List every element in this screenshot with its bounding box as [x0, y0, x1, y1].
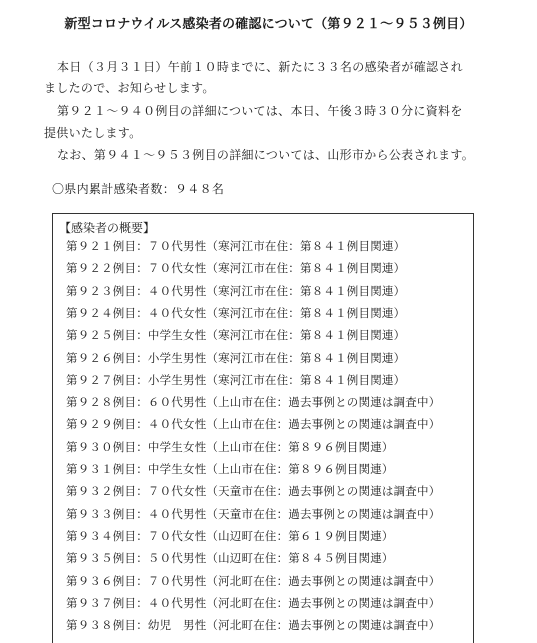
case-row: 第９２９例目：４０代女性（上山市在住：過去事例との関連は調査中） — [66, 417, 441, 432]
body-paragraph-3: なお、第９４１～９５３例目の詳細については、山形市から公表されます。 — [57, 148, 475, 162]
document-title: 新型コロナウイルス感染者の確認について（第９２１～９５３例目） — [64, 17, 473, 32]
body-paragraph-2-line-2: 提供いたします。 — [44, 126, 142, 140]
case-row: 第９３４例目：７０代女性（山辺町在住：第６１９例目関連） — [66, 528, 394, 543]
case-row: 第９３７例目：４０代男性（河北町在住：過去事例との関連は調査中） — [66, 595, 441, 610]
case-row: 第９２６例目：小学生男性（寒河江市在住：第８４１例目関連） — [66, 350, 406, 365]
body-paragraph-1-line-2: ましたので、お知らせします。 — [44, 81, 215, 95]
case-row: 第９３５例目：５０代男性（山辺町在住：第８４５例目関連） — [66, 551, 394, 566]
case-row: 第９３１例目：中学生女性（上山市在住：第８９６例目関連） — [66, 462, 394, 476]
cumulative-total: 〇県内累計感染者数：９４８名 — [52, 182, 225, 196]
case-row: 第９２７例目：小学生男性（寒河江市在住：第８４１例目関連） — [66, 372, 406, 387]
case-summary-header: 【感染者の概要】 — [59, 221, 156, 235]
case-row: 第９３３例目：４０代男性（天童市在住：過去事例との関連は調査中） — [66, 506, 441, 521]
case-row: 第９２１例目：７０代男性（寒河江市在住：第８４１例目関連） — [66, 239, 406, 253]
case-row: 第９２５例目：中学生女性（寒河江市在住：第８４１例目関連） — [66, 328, 406, 343]
body-paragraph-2-line-1: 第９２１～９４０例目の詳細については、本日、午後３時３０分に資料を — [57, 104, 463, 118]
case-row: 第９３０例目：中学生女性（上山市在住：第８９６例目関連） — [66, 439, 394, 454]
case-summary-box — [52, 213, 474, 643]
case-row: 第９２４例目：４０代女性（寒河江市在住：第８４１例目関連） — [66, 305, 406, 320]
case-row: 第９２８例目：６０代男性（上山市在住：過去事例との関連は調査中） — [66, 395, 441, 410]
body-paragraph-1-line-1: 本日（３月３１日）午前１０時までに、新たに３３名の感染者が確認され — [57, 60, 463, 74]
case-row: 第９３２例目：７０代女性（天童市在住：過去事例との関連は調査中） — [66, 484, 441, 499]
case-row: 第９２２例目：７０代女性（寒河江市在住：第８４１例目関連） — [66, 261, 406, 276]
case-row: 第９２３例目：４０代男性（寒河江市在住：第８４１例目関連） — [66, 283, 406, 298]
case-row: 第９３８例目：幼児 男性（河北町在住：過去事例との関連は調査中） — [66, 618, 441, 633]
case-row: 第９３６例目：７０代男性（河北町在住：過去事例との関連は調査中） — [66, 573, 441, 588]
